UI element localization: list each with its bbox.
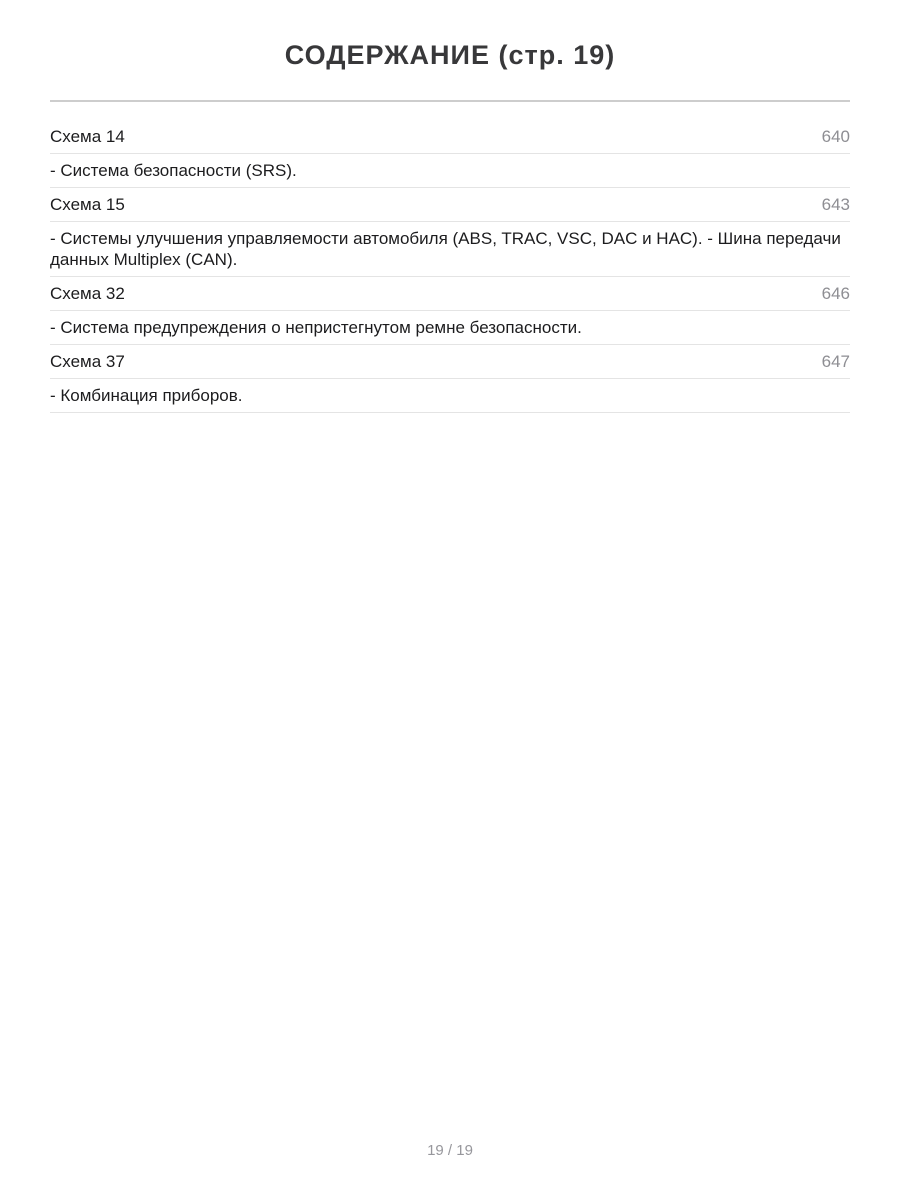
toc-entry-description: - Система безопасности (SRS). xyxy=(50,161,297,180)
page-position-indicator: 19 / 19 xyxy=(427,1142,473,1159)
toc-entry-description: - Системы улучшения управляемости автомобиля (ABS, TRAC, VSC, DAC и HAC). - Шина передачи данных Multiplex (CAN). xyxy=(50,229,841,269)
toc-entry-label: Схема 15 xyxy=(50,195,125,214)
toc-entry-page-number: 647 xyxy=(821,352,850,371)
toc-entry[interactable] xyxy=(50,188,850,222)
toc-entry[interactable] xyxy=(50,345,850,379)
toc-entry-description-row xyxy=(50,222,850,277)
toc-entry-description: - Система предупреждения о непристегнутом ремне безопасности. xyxy=(50,318,582,337)
toc-entry-label: Схема 14 xyxy=(50,127,125,146)
toc-entry[interactable] xyxy=(50,120,850,154)
toc-entry-page-number: 643 xyxy=(821,195,850,214)
toc-entry-label: Схема 37 xyxy=(50,352,125,371)
toc-entry-label: Схема 32 xyxy=(50,284,125,303)
toc-entry-description: - Комбинация приборов. xyxy=(50,386,243,405)
toc-entry-page-number: 646 xyxy=(821,284,850,303)
toc-entry-description-row xyxy=(50,154,850,188)
toc-entry[interactable] xyxy=(50,277,850,311)
page-title: СОДЕРЖАНИЕ (стр. 19) xyxy=(284,40,616,70)
toc-entry-description-row xyxy=(50,379,850,413)
toc-entry-description-row xyxy=(50,311,850,345)
table-of-contents xyxy=(50,120,850,413)
title-divider xyxy=(50,100,850,102)
toc-entry-page-number: 640 xyxy=(821,127,850,146)
